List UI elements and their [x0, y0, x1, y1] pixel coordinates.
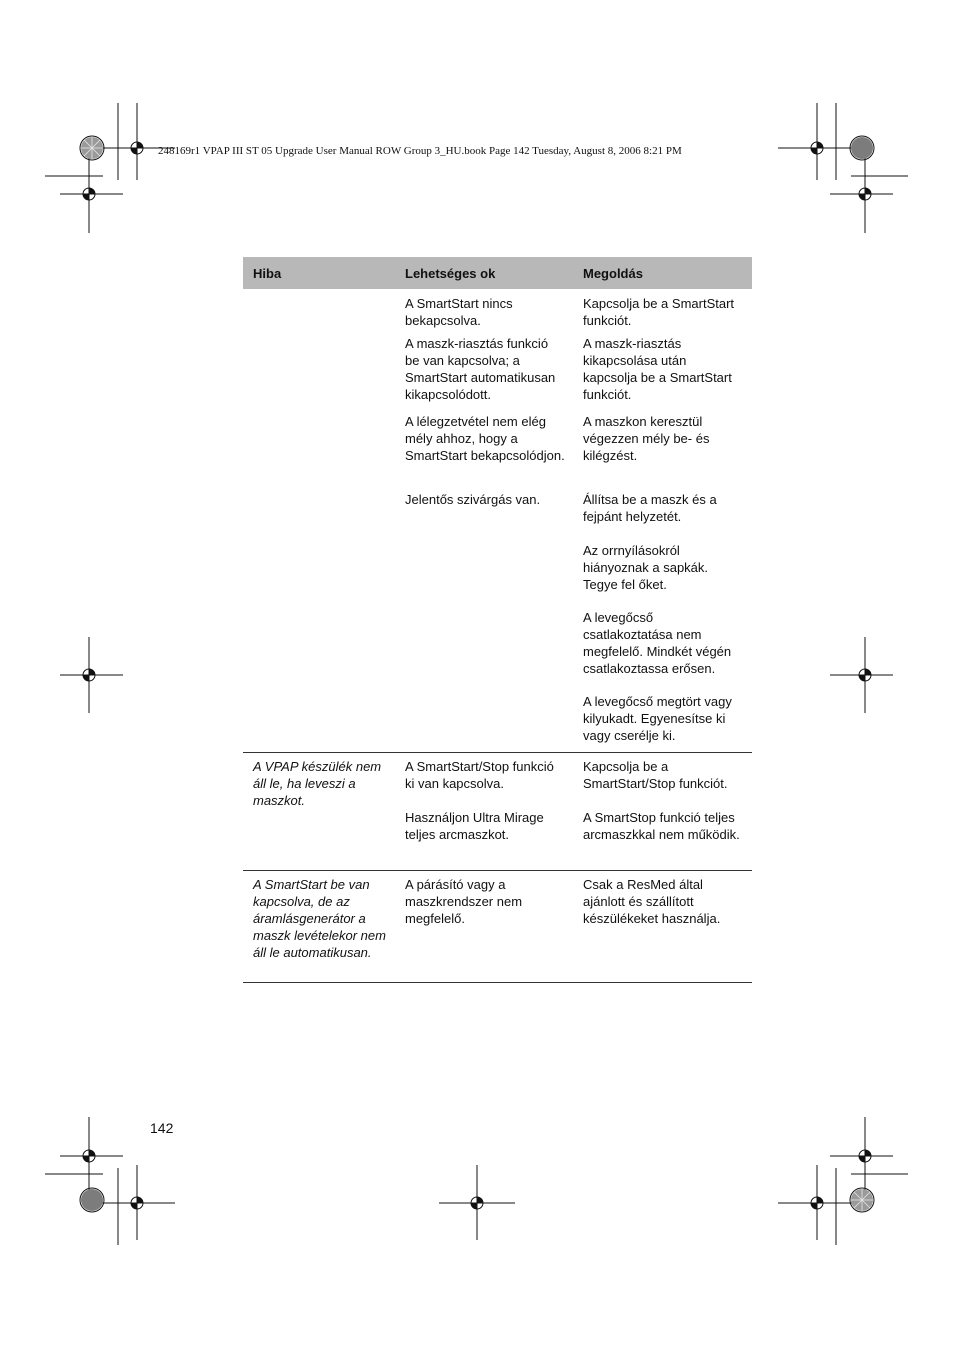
cause-cell: A maszk-riasztás funkció be van kapcsolva; a SmartStart automatikusan kikapcsolódott. [405, 336, 556, 402]
troubleshooting-table [243, 257, 752, 983]
column-header-cause: Lehetséges ok [395, 257, 573, 289]
table-row [243, 289, 752, 335]
solution-cell: A maszkon keresztül végezzen mély be- és kilégzést. [583, 414, 710, 463]
cause-cell: A SmartStart nincs bekapcsolva. [405, 296, 513, 328]
cause-cell: Jelentős szivárgás van. [405, 492, 541, 507]
table-row [243, 609, 752, 693]
print-header-line: 248169r1 VPAP III ST 05 Upgrade User Manual ROW Group 3_HU.book Page 142 Tuesday, August 8, 2006 8:21 PM [158, 145, 682, 157]
table-row [243, 491, 752, 542]
cause-cell [395, 542, 573, 609]
cause-cell [395, 693, 573, 753]
cause-cell: A párásító vagy a maszkrendszer nem megfelelő. [395, 871, 573, 983]
solution-cell: A levegőcső csatlakoztatása nem megfelelő. Mindkét végén csatlakoztassa erősen. [583, 610, 732, 676]
table-row [243, 809, 752, 871]
solution-cell: Állítsa be a maszk és a fejpánt helyzetét. [583, 492, 717, 524]
solution-cell: A levegőcső megtört vagy kilyukadt. Egyenesítse ki vagy cserélje ki. [573, 693, 752, 753]
table-header-row [243, 257, 752, 289]
problem-cell: A VPAP készülék nem áll le, ha leveszi a maszkot. [253, 759, 382, 808]
table-row [243, 413, 752, 491]
cause-cell [395, 609, 573, 693]
page-number: 142 [150, 1120, 174, 1136]
column-header-solution: Megoldás [573, 257, 752, 289]
solution-cell: A SmartStop funkció teljes arcmaszkkal nem működik. [573, 809, 752, 871]
solution-cell: Kapcsolja be a SmartStart/Stop funkciót. [583, 759, 728, 791]
table-row [243, 542, 752, 609]
problem-cell: A SmartStart be van kapcsolva, de az áramlásgenerátor a maszk levételekor nem áll le automatikusan. [243, 871, 395, 983]
table-row [243, 871, 752, 983]
solution-cell: Az orrnyílásokról hiányoznak a sapkák. Tegye fel őket. [583, 543, 709, 592]
solution-cell: Kapcsolja be a SmartStart funkciót. [583, 296, 735, 328]
cause-cell: A lélegzetvétel nem elég mély ahhoz, hogy a SmartStart bekapcsolódjon. [405, 414, 565, 463]
table-row [243, 753, 752, 810]
solution-cell: Csak a ResMed által ajánlott és szállított készülékeket használja. [573, 871, 752, 983]
column-header-problem: Hiba [243, 257, 395, 289]
table-row [243, 335, 752, 413]
cause-cell: A SmartStart/Stop funkció ki van kapcsolva. [405, 759, 554, 791]
cause-cell: Használjon Ultra Mirage teljes arcmaszkot. [395, 809, 573, 871]
solution-cell: A maszk-riasztás kikapcsolása után kapcsolja be a SmartStart funkciót. [583, 336, 732, 402]
table-row [243, 693, 752, 753]
